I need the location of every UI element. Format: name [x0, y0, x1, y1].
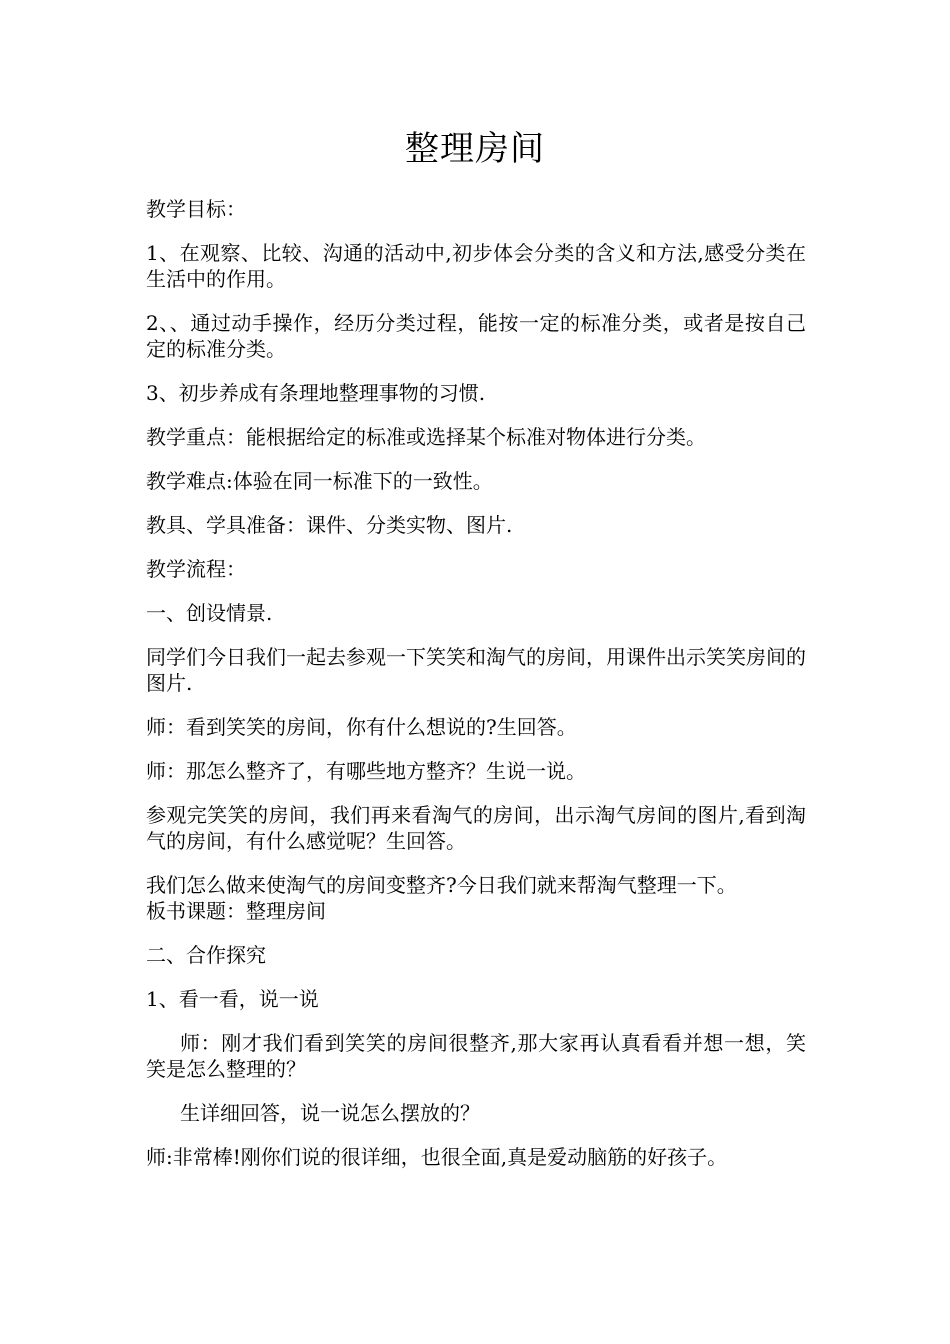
paragraph-teacher-question-1: 师：看到笑笑的房间，你有什么想说的?生回答。 — [146, 715, 577, 739]
paragraph-board-title: 板书课题：整理房间 — [146, 899, 326, 923]
objective-1: 1、在观察、比较、沟通的活动中,初步体会分类的含义和方法,感受分类在生活中的作用。 — [146, 241, 806, 291]
objective-2: 2、、通过动手操作，经历分类过程，能按一定的标准分类，或者是按自己定的标准分类。 — [146, 311, 806, 361]
paragraph-compare-rooms: 参观完笑笑的房间，我们再来看淘气的房间，出示淘气房间的图片,看到淘气的房间，有什么感觉呢？生回答。 — [146, 803, 806, 853]
paragraph-tidy-question: 我们怎么做来使淘气的房间变整齐?今日我们就来帮淘气整理一下。 — [146, 873, 737, 897]
step-1-heading: 一、创设情景. — [146, 601, 273, 625]
section-heading-process: 教学流程： — [146, 557, 246, 581]
teaching-difficulty: 教学难点:体验在同一标准下的一致性。 — [146, 469, 493, 493]
paragraph-teacher-question-2: 师：那怎么整齐了，有哪些地方整齐？生说一说。 — [146, 759, 586, 783]
teaching-focus: 教学重点：能根据给定的标准或选择某个标准对物体进行分类。 — [146, 425, 706, 449]
step-2-heading: 二、合作探究 — [146, 943, 266, 967]
document-body — [146, 196, 806, 1188]
paragraph-student-answer: 生详细回答，说一说怎么摆放的？ — [180, 1101, 480, 1125]
teaching-materials: 教具、学具准备：课件、分类实物、图片. — [146, 513, 513, 537]
document-title: 整理房间 — [405, 129, 545, 169]
section-heading-objectives: 教学目标： — [146, 197, 246, 221]
objective-3: 3、初步养成有条理地整理事物的习惯. — [146, 381, 486, 405]
paragraph-teacher-praise: 师:非常棒!刚你们说的很详细，也很全面,真是爱动脑筋的好孩子。 — [146, 1145, 728, 1169]
paragraph-intro: 同学们今日我们一起去参观一下笑笑和淘气的房间，用课件出示笑笑房间的图片. — [146, 645, 806, 695]
substep-1-heading: 1、看一看，说一说 — [146, 987, 319, 1011]
paragraph-teacher-observe: 师：刚才我们看到笑笑的房间很整齐,那大家再认真看看并想一想，笑笑是怎么整理的？ — [146, 1031, 806, 1081]
